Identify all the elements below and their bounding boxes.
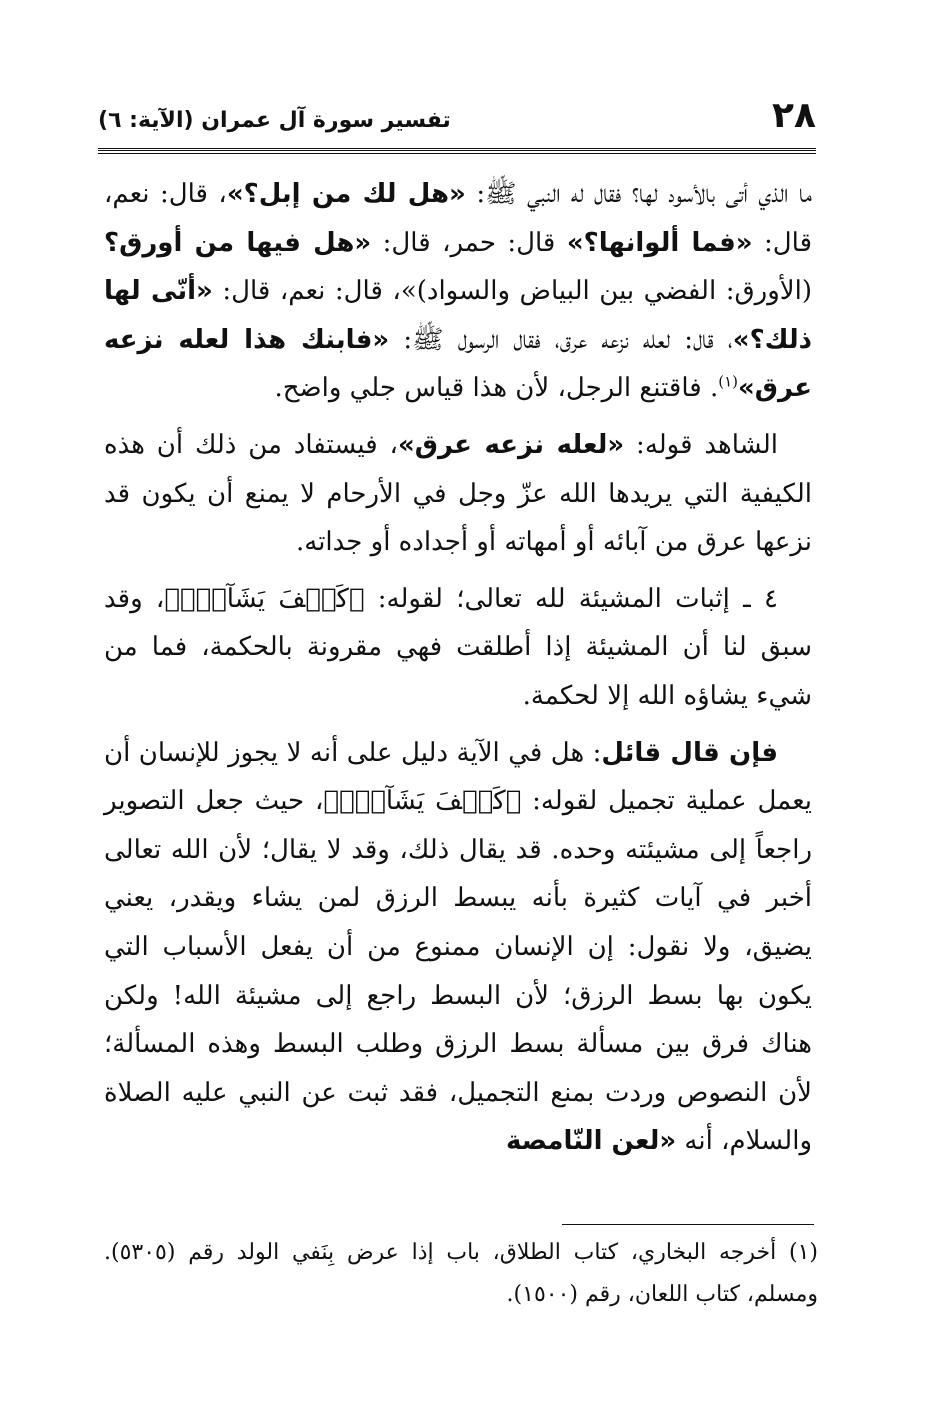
text-run: ، قال: نعم، قال: bbox=[104, 179, 812, 258]
hadith-quote: «فابنك هذا لعله نزعه عرق» bbox=[104, 324, 812, 404]
paragraph-4 bbox=[104, 729, 812, 1166]
quran-quote: ﴿كَيۡفَ يَشَآءُۚ﴾ bbox=[323, 786, 522, 817]
text-run: ، قال: لعله نزعه عرق، فقال الرسول ﷺ: bbox=[389, 324, 733, 355]
running-title: تفسير سورة آل عمران (الآية: ٦) bbox=[98, 108, 451, 133]
text-run: ، فيستفاد من ذلك أن هذه الكيفية التي يريدها الله عزّ وجل في الأرحام لا يمنع أن يكون قد نزعها عرق من آبائه أو أمهاته أو أجداده أو جداته. bbox=[104, 429, 812, 558]
header-divider bbox=[98, 148, 816, 154]
footnotes bbox=[104, 1232, 818, 1316]
text-run: . فاقتنع الرجل، لأن هذا قياس جلي واضح. bbox=[274, 373, 719, 404]
text-run: ، حيث جعل التصوير راجعاً إلى مشيئته وحده. قد يقال ذلك، وقد لا يقال؛ لأن الله تعالى أخبر في آيات كثيرة بأنه يبسط الرزق لمن يشاء ويقدر، يعني يضيق، ولا نقول: إن الإنسان ممنوع من أن يفعل الأسباب التي يكون بها بسط الرزق؛ لأن البسط راجع إلى مشيئة الله! ولكن هناك فرق بين مسألة بسط الرزق وطلب البسط وهذه المسألة؛ لأن النصوص وردت بمنع التجميل، فقد ثبت عن النبي عليه الصلاة والسلام، أنه bbox=[104, 786, 812, 1157]
hadith-quote: «هل فيها من أورق؟ bbox=[104, 227, 372, 258]
main-text bbox=[104, 170, 812, 1174]
text-run: الشاهد قوله: bbox=[624, 429, 778, 460]
paragraph-1 bbox=[104, 170, 812, 413]
hadith-quote: «هل لك من إبل؟» bbox=[226, 179, 466, 209]
text-run: ، وقد سبق لنا أن المشيئة إذا أطلقت فهي مقرونة بالحكمة، فما من شيء يشاؤه الله إلا لحكمة. bbox=[104, 583, 812, 711]
text-run: ما الذي أتى بالأسود لها؟ فقال له النبي ﷺ: bbox=[465, 179, 812, 209]
text-run: ٤ ـ إثبات المشيئة لله تعالى؛ لقوله: bbox=[364, 583, 778, 614]
hadith-quote: «فما ألوانها؟» bbox=[566, 227, 753, 258]
hadith-quote: «أنّى لها ذلك؟» bbox=[104, 276, 812, 355]
footnote-1: (١) أخرجه البخاري، كتاب الطلاق، باب إذا عرض بِنَفي الولد رقم (٥٣٠٥). ومسلم، كتاب اللعان، رقم (١٥٠٠). bbox=[104, 1240, 818, 1307]
hadith-quote: «لعله نزعه عرق» bbox=[397, 429, 625, 460]
paragraph-2 bbox=[104, 421, 812, 567]
page-header bbox=[98, 96, 816, 146]
paragraph-3 bbox=[104, 575, 812, 721]
text-run: : هل في الآية دليل على أنه لا يجوز للإنسان أن يعمل عملية تجميل لقوله: bbox=[104, 737, 812, 817]
footnote-divider bbox=[562, 1224, 814, 1225]
text-run: (الأورق: الفضي بين البياض والسواد)»، قال: نعم، قال: bbox=[212, 276, 812, 307]
footnote-ref: (١) bbox=[718, 372, 739, 391]
text-run: قال: حمر، قال: bbox=[371, 227, 567, 258]
quran-quote: ﴿كَيۡفَ يَشَآءُۚ﴾ bbox=[164, 583, 365, 614]
hadith-quote: «لعن النّامصة bbox=[505, 1126, 677, 1157]
page-number: ٢٨ bbox=[772, 95, 816, 136]
bold-lead: فإن قال قائل bbox=[601, 737, 778, 768]
